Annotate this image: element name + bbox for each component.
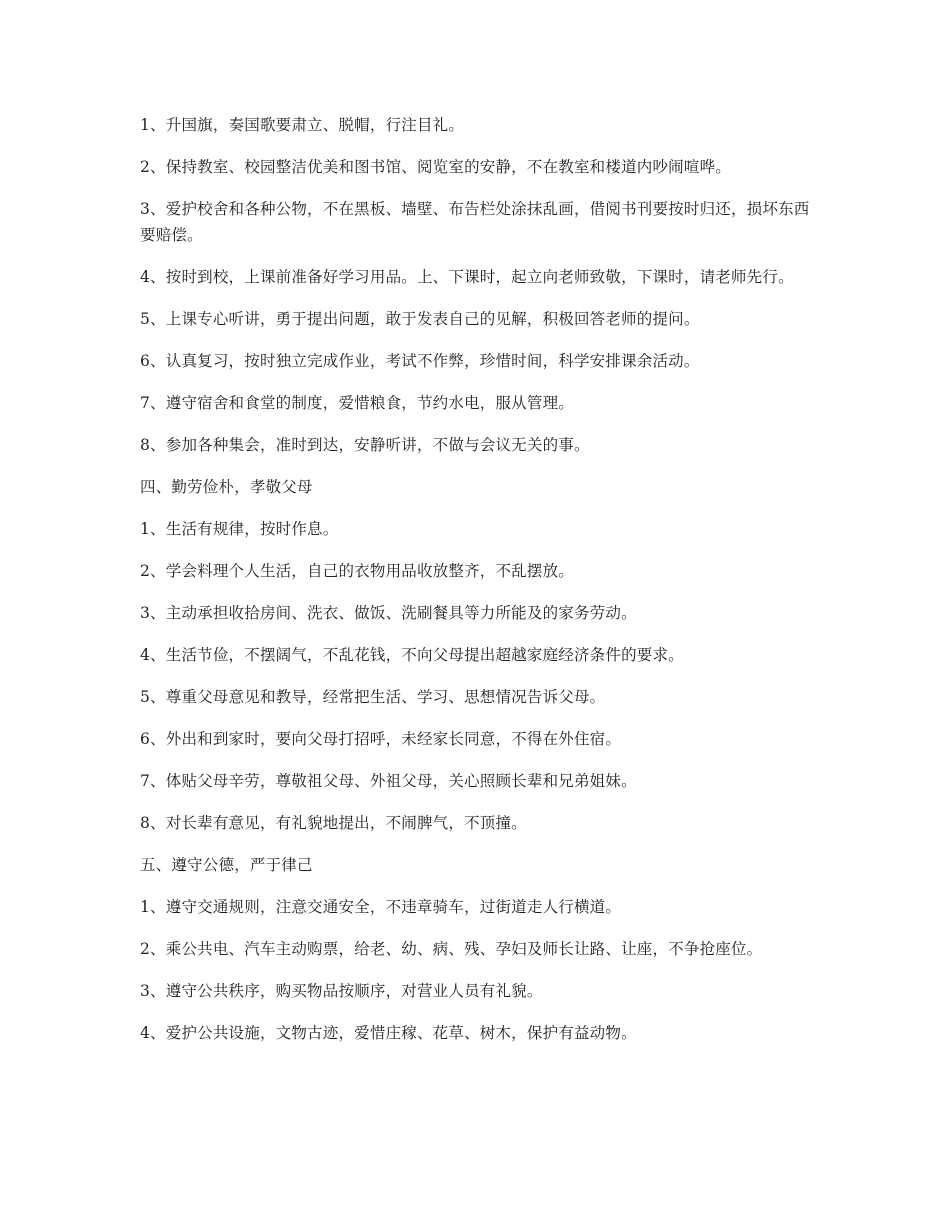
paragraph: 3、主动承担收拾房间、洗衣、做饭、洗刷餐具等力所能及的家务劳动。 xyxy=(140,604,637,622)
paragraph: 2、保持教室、校园整洁优美和图书馆、阅览室的安静，不在教室和楼道内吵闹喧哗。 xyxy=(140,158,731,176)
section-heading: 四、勤劳俭朴，孝敬父母 xyxy=(140,478,313,496)
paragraph: 1、升国旗，奏国歌要肃立、脱帽，行注目礼。 xyxy=(140,116,465,134)
paragraph: 8、对长辈有意见，有礼貌地提出，不闹脾气，不顶撞。 xyxy=(140,814,527,832)
paragraph: 3、遵守公共秩序，购买物品按顺序，对营业人员有礼貌。 xyxy=(140,982,543,1000)
paragraph: 8、参加各种集会，准时到达，安静听讲，不做与会议无关的事。 xyxy=(140,436,590,454)
paragraph: 1、生活有规律，按时作息。 xyxy=(140,520,339,538)
paragraph: 4、按时到校，上课前准备好学习用品。上、下课时，起立向老师致敬，下课时，请老师先行。 xyxy=(140,268,794,286)
paragraph: 7、遵守宿舍和食堂的制度，爱惜粮食，节约水电，服从管理。 xyxy=(140,394,574,412)
paragraph: 5、上课专心听讲，勇于提出问题，敢于发表自己的见解，积极回答老师的提问。 xyxy=(140,310,700,328)
paragraph: 6、认真复习，按时独立完成作业，考试不作弊，珍惜时间，科学安排课余活动。 xyxy=(140,352,700,370)
paragraph: 4、生活节俭，不摆阔气，不乱花钱，不向父母提出超越家庭经济条件的要求。 xyxy=(140,646,684,664)
paragraph: 2、学会料理个人生活，自己的衣物用品收放整齐，不乱摆放。 xyxy=(140,562,574,580)
paragraph: 3、爱护校舍和各种公物，不在黑板、墙壁、布告栏处涂抹乱画，借阅书刊要按时归还，损坏东西要赔偿。 xyxy=(140,200,810,244)
paragraph: 2、乘公共电、汽车主动购票，给老、幼、病、残、孕妇及师长让路、让座，不争抢座位。 xyxy=(140,940,763,958)
section-heading: 五、遵守公德，严于律己 xyxy=(140,856,313,874)
paragraph: 7、体贴父母辛劳，尊敬祖父母、外祖父母，关心照顾长辈和兄弟姐妹。 xyxy=(140,772,637,790)
paragraph: 5、尊重父母意见和教导，经常把生活、学习、思想情况告诉父母。 xyxy=(140,688,606,706)
paragraph: 6、外出和到家时，要向父母打招呼，未经家长同意，不得在外住宿。 xyxy=(140,730,622,748)
paragraph: 1、遵守交通规则，注意交通安全，不违章骑车，过街道走人行横道。 xyxy=(140,898,622,916)
paragraph: 4、爱护公共设施，文物古迹，爱惜庄稼、花草、树木，保护有益动物。 xyxy=(140,1024,637,1042)
document-body xyxy=(140,112,810,1062)
